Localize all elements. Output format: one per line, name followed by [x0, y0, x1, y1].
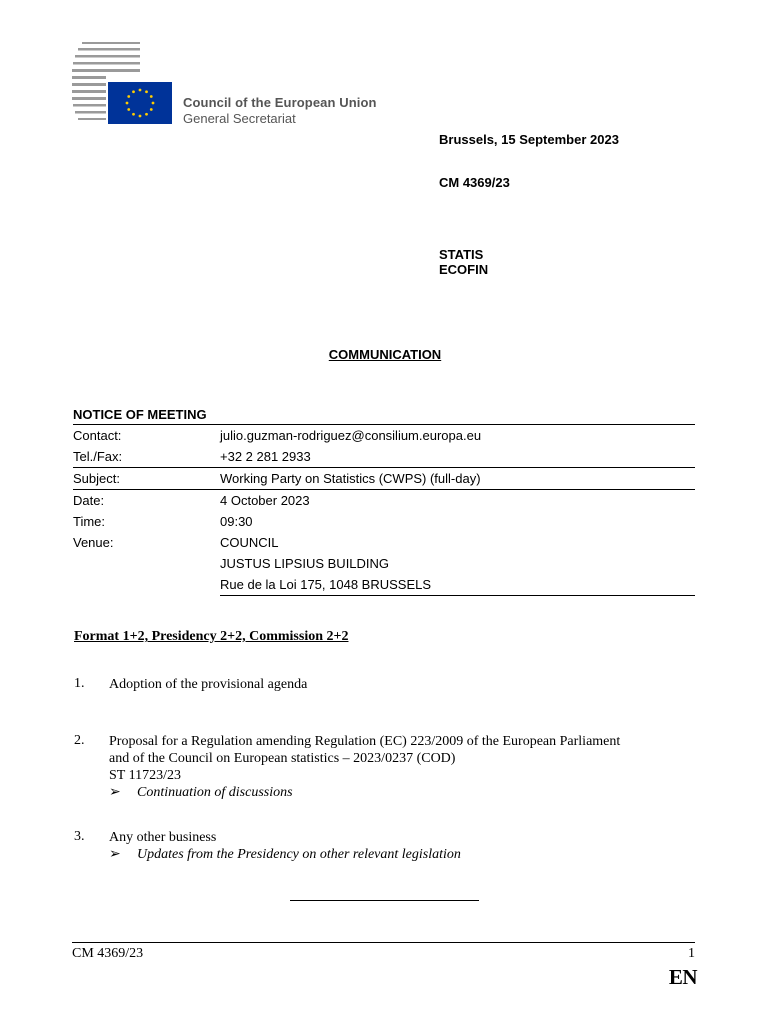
date-line: Brussels, 15 September 2023: [439, 132, 619, 147]
agenda-item-3-number: 3.: [74, 829, 85, 844]
eu-star-icon: [139, 115, 142, 118]
agenda-item-2-number: 2.: [74, 733, 85, 748]
contact-value: julio.guzman-rodriguez@consilium.europa.eu: [220, 428, 482, 443]
document-title: COMMUNICATION: [328, 347, 442, 362]
venue-line-2: JUSTUS LIPSIUS BUILDING: [220, 556, 390, 571]
code-ecofin: ECOFIN: [439, 262, 489, 277]
eu-star-icon: [127, 108, 130, 111]
contact-label: Contact:: [73, 428, 122, 443]
eu-star-icon: [150, 108, 153, 111]
agenda-item-3-text: Any other business: [109, 830, 217, 845]
eu-star-icon: [132, 90, 135, 93]
document-reference: CM 4369/23: [439, 175, 510, 190]
tel-value: +32 2 281 2933: [220, 449, 311, 464]
org-subtitle: General Secretariat: [183, 111, 296, 126]
agenda-item-3-subpoint-text: Updates from the Presidency on other relevant legislation: [137, 847, 461, 862]
language-code: EN: [668, 965, 697, 989]
subject-row: [73, 468, 695, 490]
date-value: 4 October 2023: [220, 493, 310, 508]
footer-rule: [72, 942, 695, 943]
agenda-item-3-subpoint: [109, 846, 461, 863]
agenda-item-2-line-3: ST 11723/23: [109, 768, 181, 783]
format-line: Format 1+2, Presidency 2+2, Commission 2+2: [74, 629, 349, 644]
agenda-item-1-number: 1.: [74, 676, 85, 691]
agenda-item-2-subpoint-text: Continuation of discussions: [137, 785, 293, 800]
page-number: 1: [688, 946, 695, 961]
agenda-item-2-line-1: Proposal for a Regulation amending Regulation (EC) 223/2009 of the European Parliament: [109, 734, 621, 749]
eu-star-icon: [139, 89, 142, 92]
time-label: Time:: [73, 514, 106, 529]
venue-line-1: COUNCIL: [220, 535, 279, 550]
eu-star-icon: [126, 102, 129, 105]
footer-reference: CM 4369/23: [72, 946, 144, 961]
tel-label: Tel./Fax:: [73, 449, 123, 464]
council-logo: [72, 40, 178, 126]
code-statis: STATIS: [439, 247, 484, 262]
eu-star-icon: [132, 113, 135, 116]
agenda-item-2-line-2: and of the Council on European statistics – 2023/0237 (COD): [109, 751, 456, 766]
date-label: Date:: [73, 493, 105, 508]
org-name: Council of the European Union: [183, 95, 377, 110]
subject-label: Subject:: [73, 471, 120, 486]
council-emblem-icon: [72, 40, 178, 126]
eu-star-icon: [145, 113, 148, 116]
agenda-item-2-text: [109, 733, 620, 784]
subject-value: Working Party on Statistics (CWPS) (full-day): [220, 471, 481, 486]
eu-star-icon: [152, 102, 155, 105]
agenda-item-2-subpoint: [109, 784, 293, 801]
date-row: [73, 490, 695, 511]
notice-heading: NOTICE OF MEETING: [73, 405, 695, 425]
end-of-document-rule: [290, 900, 479, 901]
notice-table: [73, 405, 695, 596]
arrow-bullet-icon: ➢: [109, 785, 121, 800]
time-row: [73, 511, 695, 532]
eu-star-icon: [127, 95, 130, 98]
venue-line-3: Rue de la Loi 175, 1048 BRUSSELS: [220, 574, 695, 596]
venue-label: Venue:: [73, 535, 114, 550]
arrow-bullet-icon: ➢: [109, 847, 121, 862]
time-value: 09:30: [220, 514, 253, 529]
contact-row: [73, 425, 695, 446]
eu-star-icon: [150, 95, 153, 98]
agenda-item-1-text: Adoption of the provisional agenda: [109, 677, 308, 692]
eu-star-icon: [145, 90, 148, 93]
tel-row: [73, 446, 695, 468]
venue-row: [73, 532, 695, 553]
